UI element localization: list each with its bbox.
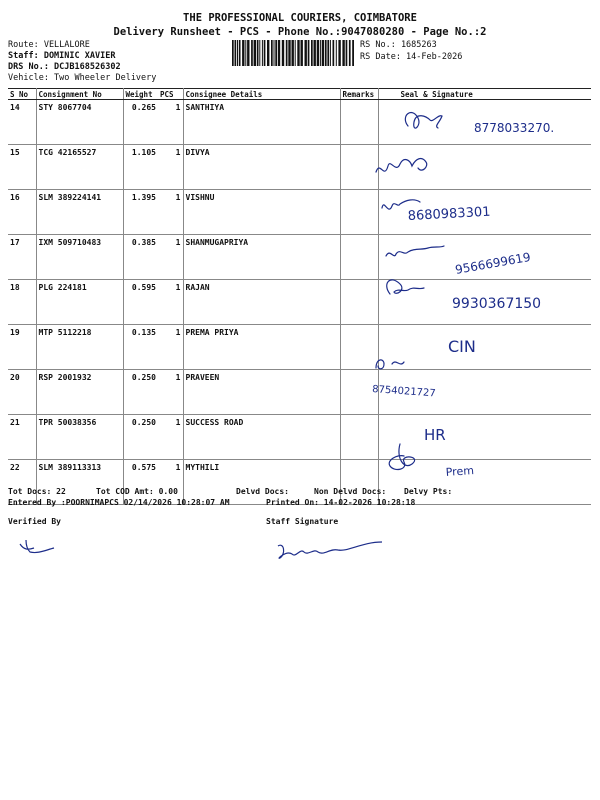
barcode-bar [305, 40, 307, 66]
non-delivered-docs: Non Delvd Docs: [314, 487, 387, 496]
cell-serial-number: 20 [8, 370, 36, 415]
signature-handwriting [368, 98, 596, 488]
cell-serial-number: 21 [8, 415, 36, 460]
barcode-bar [254, 40, 256, 66]
cell-consignee: MYTHILI [183, 460, 340, 505]
total-docs: Tot Docs: 22 [8, 487, 66, 496]
handwritten-phone-4: 9566699619 [454, 249, 532, 277]
cell-weight: 0.575 [123, 460, 158, 505]
barcode-bar [288, 40, 290, 66]
total-cod-amount: Tot COD Amt: 0.00 [96, 487, 178, 496]
signature-mark-4 [386, 246, 444, 256]
cell-consignment-number: IXM 509710483 [36, 235, 123, 280]
cell-serial-number: 19 [8, 325, 36, 370]
verified-by-label: Verified By [8, 517, 61, 526]
cell-pieces: 1 [158, 325, 183, 370]
cell-pieces: 1 [158, 100, 183, 145]
cell-weight: 1.395 [123, 190, 158, 235]
handwritten-row-9: Prem [445, 464, 475, 479]
cell-pieces: 1 [158, 460, 183, 505]
cell-weight: 0.595 [123, 280, 158, 325]
barcode-bar [235, 40, 237, 66]
barcode-bar [308, 40, 310, 66]
barcode-bar [297, 40, 299, 66]
cell-serial-number: 15 [8, 145, 36, 190]
barcode-bar [325, 40, 327, 66]
cell-consignment-number: SLM 389224141 [36, 190, 123, 235]
vehicle: Vehicle: Two Wheeler Delivery [8, 73, 157, 83]
signature-mark-5 [387, 280, 424, 294]
barcode-bar [295, 40, 296, 66]
cell-pieces: 1 [158, 235, 183, 280]
barcode-bar [275, 40, 277, 66]
barcode-bar [237, 40, 238, 66]
cell-consignment-number: SLM 389113313 [36, 460, 123, 505]
barcode-bar [333, 40, 335, 66]
staff-signature [270, 536, 390, 564]
cell-consignee: RAJAN [183, 280, 340, 325]
barcode-bar [322, 40, 324, 66]
handwritten-phone-3: 8680983301 [407, 204, 491, 224]
verifier-signature [14, 536, 74, 556]
cell-consignee: SUCCESS ROAD [183, 415, 340, 460]
cell-consignee: SHANMUGAPRIYA [183, 235, 340, 280]
barcode-bar [251, 40, 253, 66]
cell-pieces: 1 [158, 145, 183, 190]
cell-weight: 0.385 [123, 235, 158, 280]
barcode-bar [239, 40, 241, 66]
printed-on: Printed On: 14-02-2026 10:28:18 [266, 498, 416, 507]
cell-serial-number: 22 [8, 460, 36, 505]
barcode-bar [282, 40, 284, 66]
cell-serial-number: 18 [8, 280, 36, 325]
cell-weight: 0.135 [123, 325, 158, 370]
cell-pieces: 1 [158, 280, 183, 325]
barcode-bar [352, 40, 354, 66]
barcode [232, 40, 354, 66]
col-pcs: PCS [158, 89, 183, 100]
cell-consignment-number: TPR 50038356 [36, 415, 123, 460]
barcode-bar [327, 40, 329, 66]
cell-consignment-number: RSP 2001932 [36, 370, 123, 415]
barcode-bar [338, 40, 340, 66]
cell-weight: 0.265 [123, 100, 158, 145]
barcode-bar [292, 40, 294, 66]
cell-serial-number: 17 [8, 235, 36, 280]
barcode-bar [242, 40, 244, 66]
col-sno: S No [8, 89, 36, 100]
barcode-bar [311, 40, 313, 66]
cell-serial-number: 14 [8, 100, 36, 145]
cell-weight: 1.105 [123, 145, 158, 190]
barcode-bar [314, 40, 316, 66]
rs-number: RS No.: 1685263 [360, 40, 437, 50]
document-subtitle: Delivery Runsheet - PCS - Phone No.:9047080280 - Page No.:2 [113, 26, 487, 38]
handwritten-row-8: HR [424, 426, 446, 444]
signature-mark-1 [405, 113, 442, 129]
col-remarks: Remarks [340, 89, 378, 100]
cell-consignee: PREMA PRIYA [183, 325, 340, 370]
signature-mark-7 [376, 360, 404, 369]
col-consignment: Consignment No [36, 89, 123, 100]
barcode-bar [245, 40, 246, 66]
barcode-bar [267, 40, 269, 66]
barcode-bar [336, 40, 337, 66]
document-title: THE PROFESSIONAL COURIERS, COIMBATORE [183, 12, 417, 24]
cell-consignment-number: STY 8067704 [36, 100, 123, 145]
handwritten-row-6: CIN [448, 337, 476, 356]
barcode-bar [278, 40, 280, 66]
delivery-points: Delvy Pts: [404, 487, 453, 496]
barcode-bar [330, 40, 331, 66]
staff-signature-label: Staff Signature [266, 517, 339, 526]
cell-consignee: PRAVEEN [183, 370, 340, 415]
barcode-bar [349, 40, 351, 66]
cell-serial-number: 16 [8, 190, 36, 235]
barcode-bar [286, 40, 288, 66]
col-weight: Weight [123, 89, 158, 100]
barcode-bar [264, 40, 266, 66]
cell-consignment-number: TCG 42165527 [36, 145, 123, 190]
cell-consignee: DIVYA [183, 145, 340, 190]
col-signature: Seal & Signature [378, 89, 591, 100]
barcode-bar [257, 40, 259, 66]
cell-consignee: VISHNU [183, 190, 340, 235]
barcode-bar [320, 40, 321, 66]
barcode-bar [232, 40, 234, 66]
col-consignee: Consignee Details [183, 89, 340, 100]
cell-weight: 0.250 [123, 415, 158, 460]
signature-mark-9 [389, 444, 414, 469]
barcode-bar [274, 40, 275, 66]
entered-by: Entered By :POORNIMAPCS 02/14/2026 10:28:07 AM [8, 498, 230, 507]
delivered-docs: Delvd Docs: [236, 487, 289, 496]
cell-pieces: 1 [158, 370, 183, 415]
cell-consignee: SANTHIYA [183, 100, 340, 145]
handwritten-phone-1: 8778033270. [474, 121, 555, 135]
cell-pieces: 1 [158, 190, 183, 235]
handwritten-phone-7: 8754021727 [371, 384, 437, 400]
staff: Staff: DOMINIC XAVIER [8, 51, 116, 61]
barcode-bar [247, 40, 249, 66]
drs-number: DRS No.: DCJB168526302 [8, 62, 121, 72]
barcode-bar [342, 40, 344, 66]
barcode-bar [346, 40, 348, 66]
barcode-bar [259, 40, 260, 66]
barcode-bar [262, 40, 263, 66]
cell-consignment-number: PLG 224181 [36, 280, 123, 325]
signature-mark-2 [376, 159, 427, 172]
barcode-bar [317, 40, 319, 66]
barcode-bar [271, 40, 273, 66]
barcode-bar [301, 40, 303, 66]
cell-consignment-number: MTP 5112218 [36, 325, 123, 370]
cell-pieces: 1 [158, 415, 183, 460]
handwritten-phone-5: 9930367150 [452, 296, 542, 312]
rs-date: RS Date: 14-Feb-2026 [360, 52, 463, 62]
route: Route: VELLALORE [8, 40, 90, 50]
cell-weight: 0.250 [123, 370, 158, 415]
